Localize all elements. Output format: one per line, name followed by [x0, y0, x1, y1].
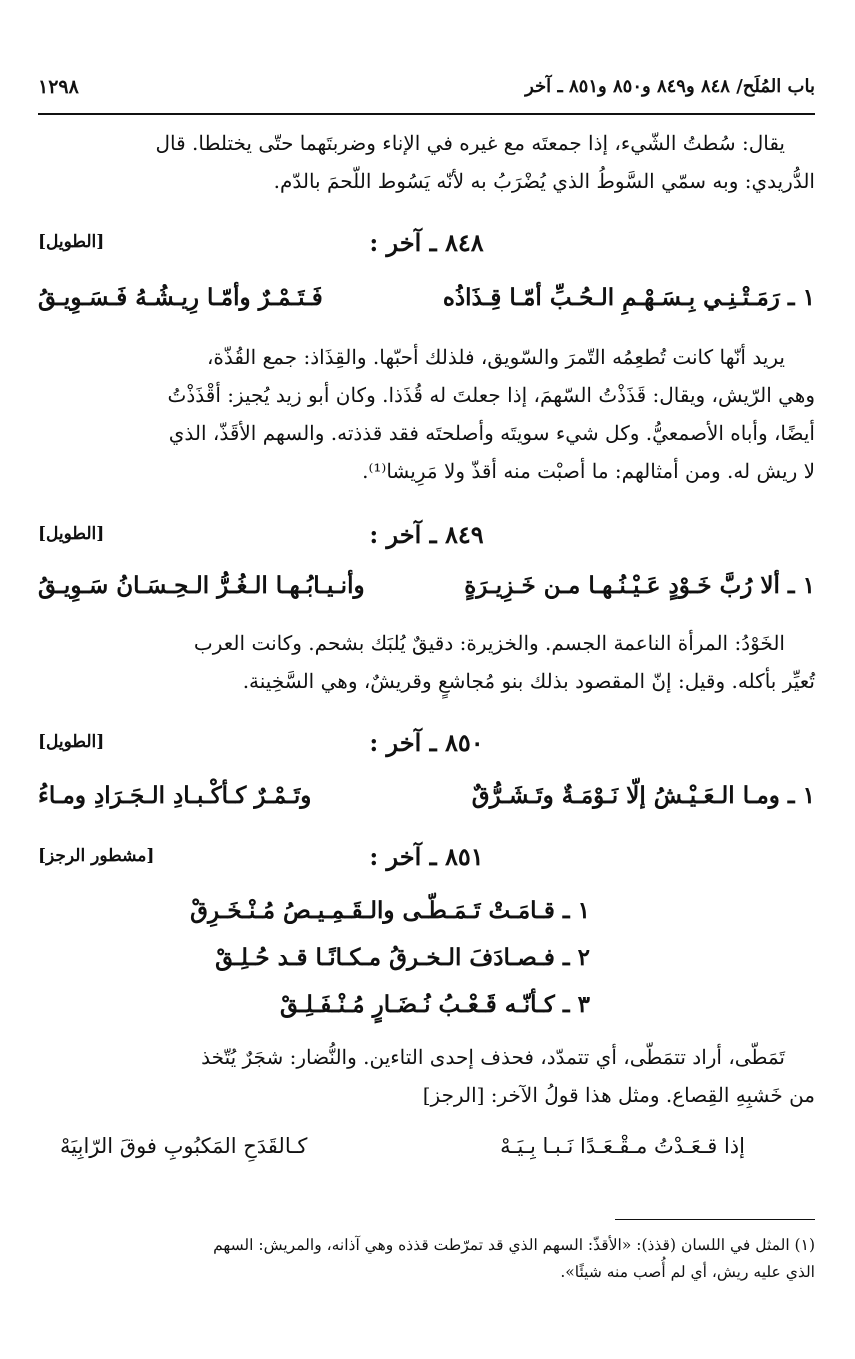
section-heading-850	[38, 728, 815, 768]
text-line: يقال: سُطتُ الشّيء، إذا جمعتَه مع غيره في الإناء وضربتَهما حتّى يختلطا. قال	[155, 131, 785, 155]
section-heading-851	[38, 842, 815, 882]
verse-first-hemistich: ١ ـ رَمَـتْـنِـي بِـسَـهْـمِ الـحُـبِّ أمّـا قِـذَاذُه	[442, 284, 815, 311]
verse-second-hemistich: وأنـيـابُـهـا الـغُـرُّ الـحِـسَـانُ سَـوِيـقُ	[38, 572, 365, 599]
verse-line	[38, 782, 815, 826]
rajaz-line: ٣ ـ كـأنّـه قَـعْـبُ نُـضَـارٍ مُـنْـفَـلِـقْ	[279, 991, 590, 1018]
footnote-line: الذي عليه ريش، أي لم أُصب منه شيئًا».	[560, 1263, 815, 1281]
text-line: وهي الرّيش، ويقال: قَذَذْتُ السّهمَ، إذا جعلتَ له قُذَذا. وكان أبو زيد يُجيز: أقْذَذْتُ	[167, 383, 815, 407]
verse-first-hemistich: ١ ـ ومـا الـعَـيْـشُ إلّا نَـوْمَـةٌ وتَـشَـرُّقٌ	[471, 782, 815, 809]
text-line: أيضًا، وأباه الأصمعيُّ. وكل شيء سويتَه وأصلحتَه فقد قذذته. والسهم الأقَذّ، الذي	[168, 421, 815, 445]
page-number: ١٢٩٨	[38, 76, 79, 98]
intro-paragraph	[38, 124, 815, 200]
text-line: من خَشبِهِ القِصاع. ومثل هذا قولُ الآخر: [الرجز]	[422, 1083, 815, 1107]
section-title: ٨٥٠ ـ آخر :	[369, 728, 484, 757]
section-title: ٨٤٨ ـ آخر :	[369, 228, 484, 257]
verse-second-hemistich: كـالقَدَحِ المَكبُوبِ فوقَ الرّابِيَهْ	[60, 1134, 308, 1158]
section-title: ٨٤٩ ـ آخر :	[369, 520, 484, 549]
text-line: يريد أنّها كانت تُطعِمُه التّمرَ والسّويق، فلذلك أحبّها. والقِذَاذ: جمع القُذّة،	[206, 345, 785, 369]
footnote	[38, 1232, 815, 1286]
commentary-paragraph	[38, 624, 815, 700]
footnote-divider	[615, 1219, 815, 1220]
meter-label: [مشطور الرجز]	[38, 846, 155, 866]
verse-second-hemistich: وتَـمْـرٌ كـأكْـبـادِ الـجَـرَادِ ومـاءُ	[38, 782, 312, 809]
meter-label: [الطويل]	[38, 732, 105, 752]
text-line: الدُّريدي: وبه سمّي السَّوطُ الذي يُضْرَبُ به لأنّه يَسُوط اللّحمَ بالدّم.	[273, 169, 815, 193]
verse-first-hemistich: إذا قـعَـدْتُ مـقْـعَـدًا نَـبـا بِـيَـهْ	[500, 1134, 745, 1158]
footnote-line: (١) المثل في اللسان (قذذ): «الأقذّ: السهم الذي قد تمرّطت قذذه وهي آذانه، والمريش: السهم	[213, 1236, 815, 1254]
verse-line	[38, 572, 815, 616]
commentary-paragraph	[38, 1038, 815, 1114]
section-heading-848	[38, 228, 815, 268]
verse-first-hemistich: ١ ـ ألا رُبَّ خَـوْدٍ عَـيْـنُـهـا مـن خَـزِيـرَةٍ	[464, 572, 815, 599]
header-divider	[38, 113, 815, 115]
rajaz-line: ١ ـ قـامَـتْ تَـمَـطّـى والـقَـمِـيـصُ مُـنْـخَـرِقْ	[190, 897, 590, 924]
meter-label: [الطويل]	[38, 232, 105, 252]
text-line: تَمَطّى، أراد تتمَطّى، أي تتمدّد، فحذف إحدى التاءين. والنُّضار: شجَرٌ يُتّخذ	[201, 1045, 785, 1069]
text-line: لا ريش له. ومن أمثالهم: ما أصبْت منه أقذّ ولا مَرِيشا⁽¹⁾.	[362, 459, 815, 483]
text-line: تُعيِّر بأكله. وقيل: إنّ المقصود بذلك بنو مُجاشعٍ وقريشٌ، وهي السَّخِينة.	[242, 669, 815, 693]
commentary-paragraph	[38, 338, 815, 490]
rajaz-line: ٢ ـ فـصـادَفَ الـخـرقُ مـكـانًـا قـد حُـلِـقْ	[215, 944, 590, 971]
verse-second-hemistich: فَـتَـمْـرٌ وأمّـا رِيـشُـهُ فَـسَـوِيـقُ	[38, 284, 323, 311]
verse-line	[38, 284, 815, 328]
section-heading-849	[38, 520, 815, 560]
quoted-verse-line	[60, 1134, 745, 1174]
meter-label: [الطويل]	[38, 524, 105, 544]
running-header-title: باب المُلَح/ ٨٤٨ و٨٤٩ و٨٥٠ و٨٥١ ـ آخر	[525, 76, 815, 97]
text-line: الخَوْدُ: المرأة الناعمة الجسم. والخزيرة: دقيقٌ يُلبَك بشحم. وكانت العرب	[193, 631, 785, 655]
section-title: ٨٥١ ـ آخر :	[369, 842, 484, 871]
